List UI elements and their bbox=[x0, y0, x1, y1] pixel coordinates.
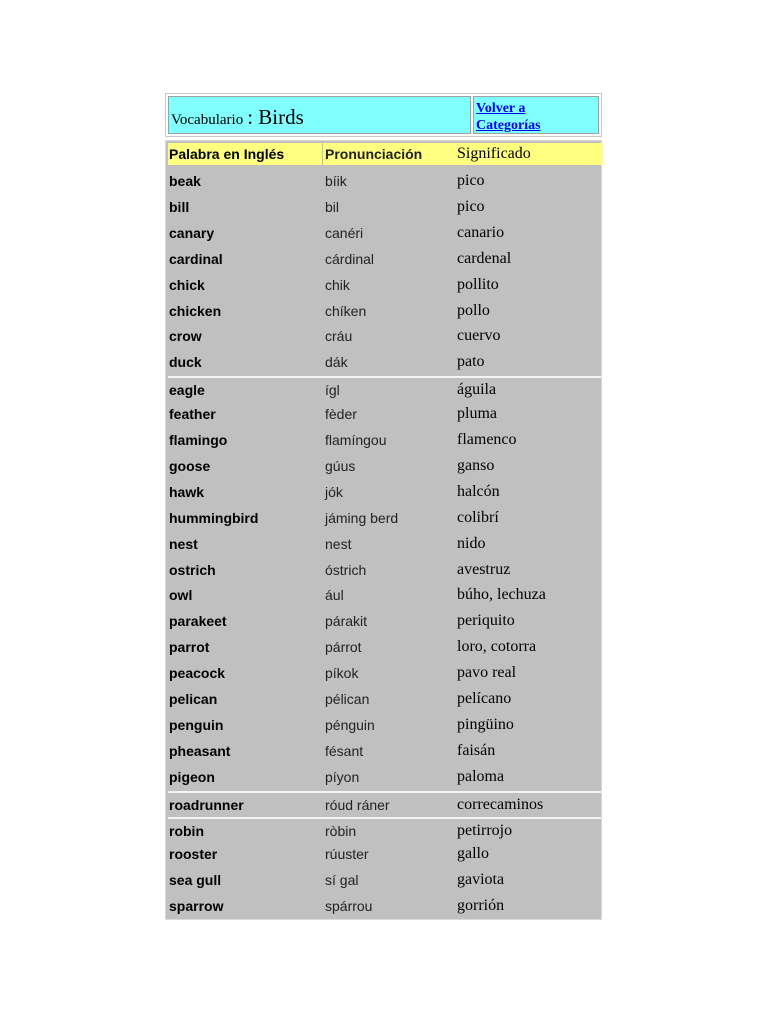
word-cell: chick bbox=[169, 276, 205, 293]
pronunciation-cell: párakit bbox=[325, 613, 368, 630]
vocabulary-table bbox=[165, 140, 602, 920]
word-cell: ostrich bbox=[169, 561, 216, 578]
table-row bbox=[168, 169, 601, 193]
meaning-cell: cuervo bbox=[457, 327, 501, 345]
meaning-cell: pelícano bbox=[457, 690, 512, 707]
back-to-categories-link[interactable] bbox=[476, 100, 541, 134]
meaning-cell: correcaminos bbox=[457, 795, 544, 813]
table-row bbox=[168, 350, 601, 374]
word-cell: pelican bbox=[169, 691, 218, 707]
table-row bbox=[168, 195, 601, 219]
pronunciation-cell: jáming berd bbox=[325, 509, 399, 526]
word-cell: roadrunner bbox=[169, 796, 244, 813]
meaning-cell: águila bbox=[457, 381, 497, 399]
pronunciation-cell: róud ráner bbox=[325, 796, 390, 813]
table-row bbox=[168, 583, 601, 607]
table-header-row bbox=[168, 143, 601, 167]
table-row bbox=[168, 402, 601, 426]
meaning-cell: loro, cotorra bbox=[457, 638, 537, 656]
word-cell: eagle bbox=[169, 382, 205, 399]
pronunciation-cell: píkok bbox=[325, 665, 359, 682]
word-cell: owl bbox=[169, 587, 193, 604]
table-row bbox=[168, 247, 601, 271]
table-row bbox=[168, 661, 601, 685]
pronunciation-cell: pélican bbox=[325, 691, 370, 707]
meaning-cell: pingüino bbox=[457, 715, 514, 733]
word-cell: pheasant bbox=[169, 742, 231, 759]
table-row bbox=[168, 894, 601, 918]
word-cell: feather bbox=[169, 406, 216, 423]
meaning-cell: pavo real bbox=[457, 664, 517, 682]
header-title-cell bbox=[168, 96, 471, 134]
pronunciation-cell: flamíngou bbox=[325, 432, 387, 448]
vocabulary-sheet bbox=[165, 93, 602, 920]
pronunciation-cell: ígl bbox=[325, 382, 340, 399]
pronunciation-cell: cráu bbox=[325, 328, 353, 345]
meaning-cell: flamenco bbox=[457, 431, 517, 448]
pronunciation-cell: chik bbox=[325, 276, 350, 293]
table-row bbox=[168, 558, 601, 582]
word-cell: parakeet bbox=[169, 613, 227, 630]
meaning-cell: avestruz bbox=[457, 560, 511, 578]
table-row bbox=[168, 454, 601, 478]
table-row bbox=[168, 221, 601, 245]
meaning-cell: búho, lechuza bbox=[457, 586, 546, 604]
pronunciation-cell: ául bbox=[325, 587, 344, 604]
meaning-cell: cardenal bbox=[457, 249, 512, 267]
word-cell: cardinal bbox=[169, 250, 223, 267]
meaning-cell: colibrí bbox=[457, 508, 499, 526]
table-row bbox=[168, 687, 601, 711]
table-row bbox=[168, 713, 601, 737]
meaning-cell: petirrojo bbox=[457, 821, 513, 839]
word-cell: hawk bbox=[169, 483, 205, 500]
meaning-cell: pico bbox=[457, 197, 485, 215]
title-topic: : Birds bbox=[247, 105, 304, 129]
meaning-cell: gorrión bbox=[457, 897, 505, 915]
meaning-cell: gallo bbox=[457, 845, 489, 863]
word-cell: sea gull bbox=[169, 872, 222, 889]
meaning-cell: gaviota bbox=[457, 871, 505, 889]
pronunciation-cell: gúus bbox=[325, 457, 356, 474]
header-link-cell bbox=[473, 96, 599, 134]
table-row bbox=[168, 428, 601, 452]
word-cell: goose bbox=[169, 457, 211, 474]
pronunciation-cell: canéri bbox=[325, 224, 364, 241]
meaning-cell: canario bbox=[457, 223, 505, 241]
pronunciation-cell: dák bbox=[325, 354, 348, 371]
title-prefix: Vocabulario bbox=[171, 112, 244, 128]
word-cell: beak bbox=[169, 173, 201, 189]
column-header-pronunciation: Pronunciación bbox=[323, 143, 455, 165]
word-cell: crow bbox=[169, 328, 202, 345]
word-cell: parrot bbox=[169, 639, 210, 656]
word-cell: bill bbox=[169, 198, 190, 215]
table-row bbox=[168, 273, 601, 297]
pronunciation-cell: bíik bbox=[325, 173, 347, 189]
table-row bbox=[168, 299, 601, 323]
table-row bbox=[168, 506, 601, 530]
pronunciation-cell: óstrich bbox=[325, 561, 367, 578]
column-header-meaning: Significado bbox=[455, 143, 603, 165]
page-title bbox=[171, 105, 304, 130]
pronunciation-cell: párrot bbox=[325, 639, 362, 656]
header-table bbox=[165, 93, 602, 137]
table-row bbox=[168, 868, 601, 892]
meaning-cell: paloma bbox=[457, 767, 505, 785]
pronunciation-cell: cárdinal bbox=[325, 250, 375, 267]
table-row bbox=[168, 480, 601, 504]
word-cell: canary bbox=[169, 224, 215, 241]
word-cell: chicken bbox=[169, 302, 222, 319]
word-cell: rooster bbox=[169, 846, 218, 863]
meaning-cell: pollo bbox=[457, 301, 490, 319]
meaning-cell: faisán bbox=[457, 741, 496, 759]
meaning-cell: pato bbox=[457, 353, 485, 371]
table-row bbox=[168, 765, 601, 789]
meaning-cell: pollito bbox=[457, 275, 499, 293]
pronunciation-cell: fèder bbox=[325, 406, 357, 423]
column-header-word: Palabra en Inglés bbox=[168, 143, 322, 165]
pronunciation-cell: sí gal bbox=[325, 872, 359, 889]
table-row bbox=[168, 532, 601, 556]
pronunciation-cell: rúuster bbox=[325, 846, 369, 863]
word-cell: duck bbox=[169, 354, 202, 371]
pronunciation-cell: ròbin bbox=[325, 822, 357, 839]
word-cell: pigeon bbox=[169, 768, 215, 785]
word-cell: robin bbox=[169, 822, 204, 839]
word-cell: nest bbox=[169, 535, 198, 552]
table-row bbox=[168, 635, 601, 659]
back-link-line-1[interactable]: Volver a bbox=[476, 101, 526, 116]
word-cell: flamingo bbox=[169, 432, 228, 448]
table-row bbox=[168, 324, 601, 348]
table-row bbox=[168, 376, 601, 402]
word-cell: penguin bbox=[169, 716, 224, 733]
table-row bbox=[168, 842, 601, 866]
pronunciation-cell: fésant bbox=[325, 742, 364, 759]
meaning-cell: periquito bbox=[457, 612, 515, 630]
back-link-line-2[interactable]: Categorías bbox=[476, 118, 541, 133]
word-cell: peacock bbox=[169, 665, 226, 682]
pronunciation-cell: jók bbox=[325, 483, 343, 500]
pronunciation-cell: pénguin bbox=[325, 716, 375, 733]
pronunciation-cell: nest bbox=[325, 535, 352, 552]
word-cell: hummingbird bbox=[169, 509, 259, 526]
table-row bbox=[168, 739, 601, 763]
pronunciation-cell: chíken bbox=[325, 302, 367, 319]
pronunciation-cell: bil bbox=[325, 198, 340, 215]
meaning-cell: pico bbox=[457, 172, 485, 189]
meaning-cell: halcón bbox=[457, 482, 500, 500]
pronunciation-cell: spárrou bbox=[325, 898, 373, 915]
meaning-cell: nido bbox=[457, 534, 486, 552]
meaning-cell: pluma bbox=[457, 405, 497, 423]
table-row bbox=[168, 791, 601, 817]
word-cell: sparrow bbox=[169, 898, 224, 915]
meaning-cell: ganso bbox=[457, 456, 495, 474]
table-row bbox=[168, 817, 601, 843]
pronunciation-cell: píyon bbox=[325, 768, 360, 785]
table-row bbox=[168, 609, 601, 633]
